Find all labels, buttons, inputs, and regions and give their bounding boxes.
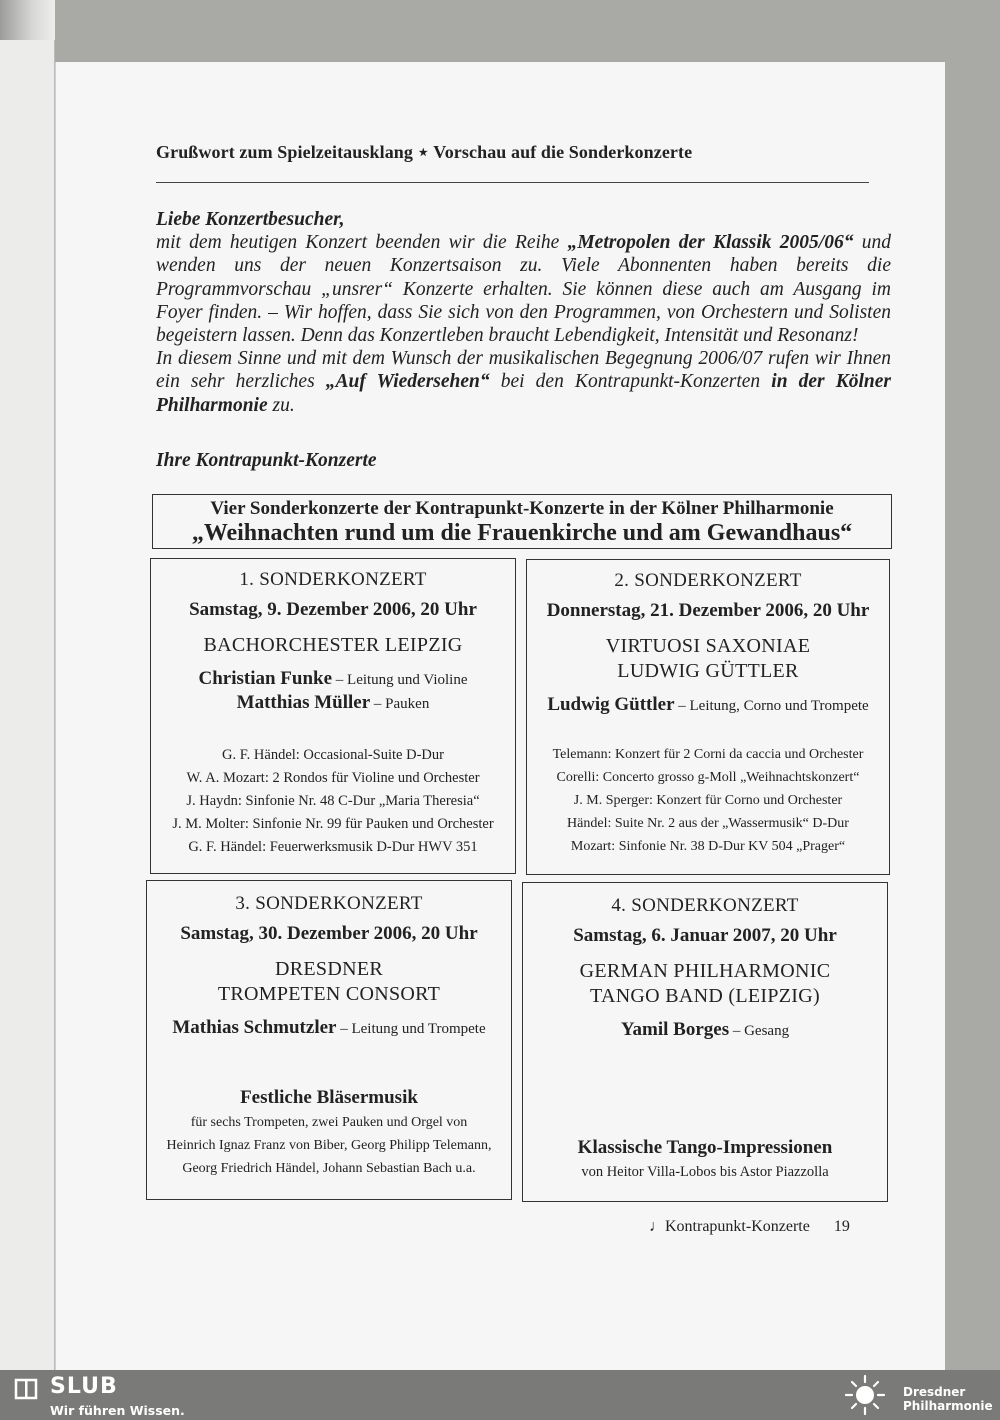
program-item: für sechs Trompeten, zwei Pauken und Orgel von (190, 1115, 468, 1130)
concert-artist: Yamil Borges – Gesang (620, 1019, 790, 1040)
note-icon: ♩ (649, 1218, 665, 1235)
program-item: Telemann: Konzert für 2 Corni da caccia und Orchester (552, 747, 864, 762)
program-item: G. F. Händel: Occasional-Suite D-Dur (222, 747, 444, 763)
concert-title: 4. SONDERKONZERT (611, 895, 799, 916)
greeting: Liebe Konzertbesucher, (156, 209, 345, 230)
concert-date: Samstag, 6. Januar 2007, 20 Uhr (573, 925, 837, 946)
left-page-edge (0, 40, 55, 1370)
concert-ensemble: VIRTUOSI SAXONIAE LUDWIG GÜTTLER (605, 635, 811, 682)
header-rule (156, 182, 869, 183)
concert-title: 1. SONDERKONZERT (239, 569, 427, 590)
concert-date: Samstag, 9. Dezember 2006, 20 Uhr (189, 599, 477, 620)
concert-box-2 (526, 559, 890, 875)
page-number: 19 (833, 1218, 850, 1235)
intro-text (156, 208, 891, 417)
concert-artist: Matthias Müller – Pauken (236, 692, 430, 713)
concert-box-3 (146, 880, 512, 1200)
library-footer-bar (0, 1370, 1000, 1420)
program-title: Klassische Tango-Impressionen (577, 1137, 833, 1158)
slub-logo-text: SLUB (50, 1374, 118, 1399)
philharmonie-sun-icon (842, 1374, 888, 1416)
document-page (55, 62, 945, 1370)
concert-box-1 (150, 558, 516, 874)
concert-ensemble: BACHORCHESTER LEIPZIG (203, 634, 463, 656)
concert-box-4 (522, 882, 888, 1202)
page-footer (649, 1218, 850, 1236)
banner-line-1: Vier Sonderkonzerte der Kontrapunkt-Konzerte in der Kölner Philharmonie (210, 498, 834, 519)
intro-paragraph-1: mit dem heutigen Konzert beenden wir die Reihe „Metropolen der Klassik 2005/06“ und wenden uns der neuen Konzertsaison zu. Viele Abonnenten haben bereits die Programmvorschau „unsrer“ Konzerte erhalten. Sie können diese auch am Ausgang im Foyer finden. – Wir hoffen, dass Sie sich von den Programmen, von Orchestern und Solisten begeistern lassen. Denn das Konzertleben braucht Lebendigkeit, Intensität und Resonanz! (156, 232, 891, 347)
concert-artist: Christian Funke – Leitung und Violine (198, 668, 468, 689)
program-item: von Heitor Villa-Lobos bis Astor Piazzolla (581, 1164, 829, 1180)
program-item: W. A. Mozart: 2 Rondos für Violine und Orchester (186, 770, 480, 786)
program-title: Festliche Bläsermusik (240, 1087, 418, 1108)
signature: Ihre Kontrapunkt-Konzerte (156, 450, 377, 471)
program-item: Corelli: Concerto grosso g-Moll „Weihnachtskonzert“ (556, 770, 860, 785)
program-item: J. M. Molter: Sinfonie Nr. 99 für Pauken und Orchester (172, 816, 494, 832)
program-item: Mozart: Sinfonie Nr. 38 D-Dur KV 504 „Prager“ (570, 839, 846, 854)
intro-paragraph-2: In diesem Sinne und mit dem Wunsch der musikalischen Begegnung 2006/07 rufen wir Ihnen ein sehr herzliches „Auf Wiedersehen“ bei den Kontrapunkt-Konzerten in der Kölner Philharmonie zu. (156, 348, 892, 416)
page-header: Grußwort zum Spielzeitausklang ⋆ Vorschau auf die Sonderkonzerte (156, 142, 693, 162)
slub-book-icon (14, 1377, 38, 1401)
concert-artist: Mathias Schmutzler – Leitung und Trompete (172, 1017, 486, 1038)
concert-date: Donnerstag, 21. Dezember 2006, 20 Uhr (546, 600, 870, 621)
concert-series-banner (152, 494, 892, 549)
concert-title: 3. SONDERKONZERT (235, 893, 423, 914)
footer-label: Kontrapunkt-Konzerte (665, 1218, 810, 1235)
concert-title: 2. SONDERKONZERT (614, 570, 802, 591)
program-item: Händel: Suite Nr. 2 aus der „Wassermusik“ D-Dur (567, 816, 849, 831)
concert-ensemble: GERMAN PHILHARMONIC TANGO BAND (LEIPZIG) (579, 960, 831, 1007)
concert-program (151, 744, 515, 859)
concert-program (527, 743, 889, 858)
banner-line-2: „Weihnachten rund um die Frauenkirche und am Gewandhaus“ (191, 520, 853, 546)
program-item: J. Haydn: Sinfonie Nr. 48 C-Dur „Maria Theresia“ (186, 793, 480, 809)
program-item: G. F. Händel: Feuerwerksmusik D-Dur HWV 351 (188, 839, 478, 855)
program-item: Georg Friedrich Händel, Johann Sebastian Bach u.a. (182, 1161, 476, 1176)
concert-ensemble: DRESDNER TROMPETEN CONSORT (217, 958, 441, 1005)
program-item: J. M. Sperger: Konzert für Corno und Orchester (573, 793, 843, 808)
slub-tagline: Wir führen Wissen. (50, 1403, 185, 1418)
concert-date: Samstag, 30. Dezember 2006, 20 Uhr (180, 923, 478, 944)
concert-program (147, 1111, 511, 1180)
concert-program (523, 1161, 887, 1184)
philharmonie-logo-text: Dresdner Philharmonie (903, 1385, 993, 1413)
concert-artist: Ludwig Güttler – Leitung, Corno und Trompete (547, 694, 869, 715)
program-item: Heinrich Ignaz Franz von Biber, Georg Philipp Telemann, (166, 1138, 492, 1153)
